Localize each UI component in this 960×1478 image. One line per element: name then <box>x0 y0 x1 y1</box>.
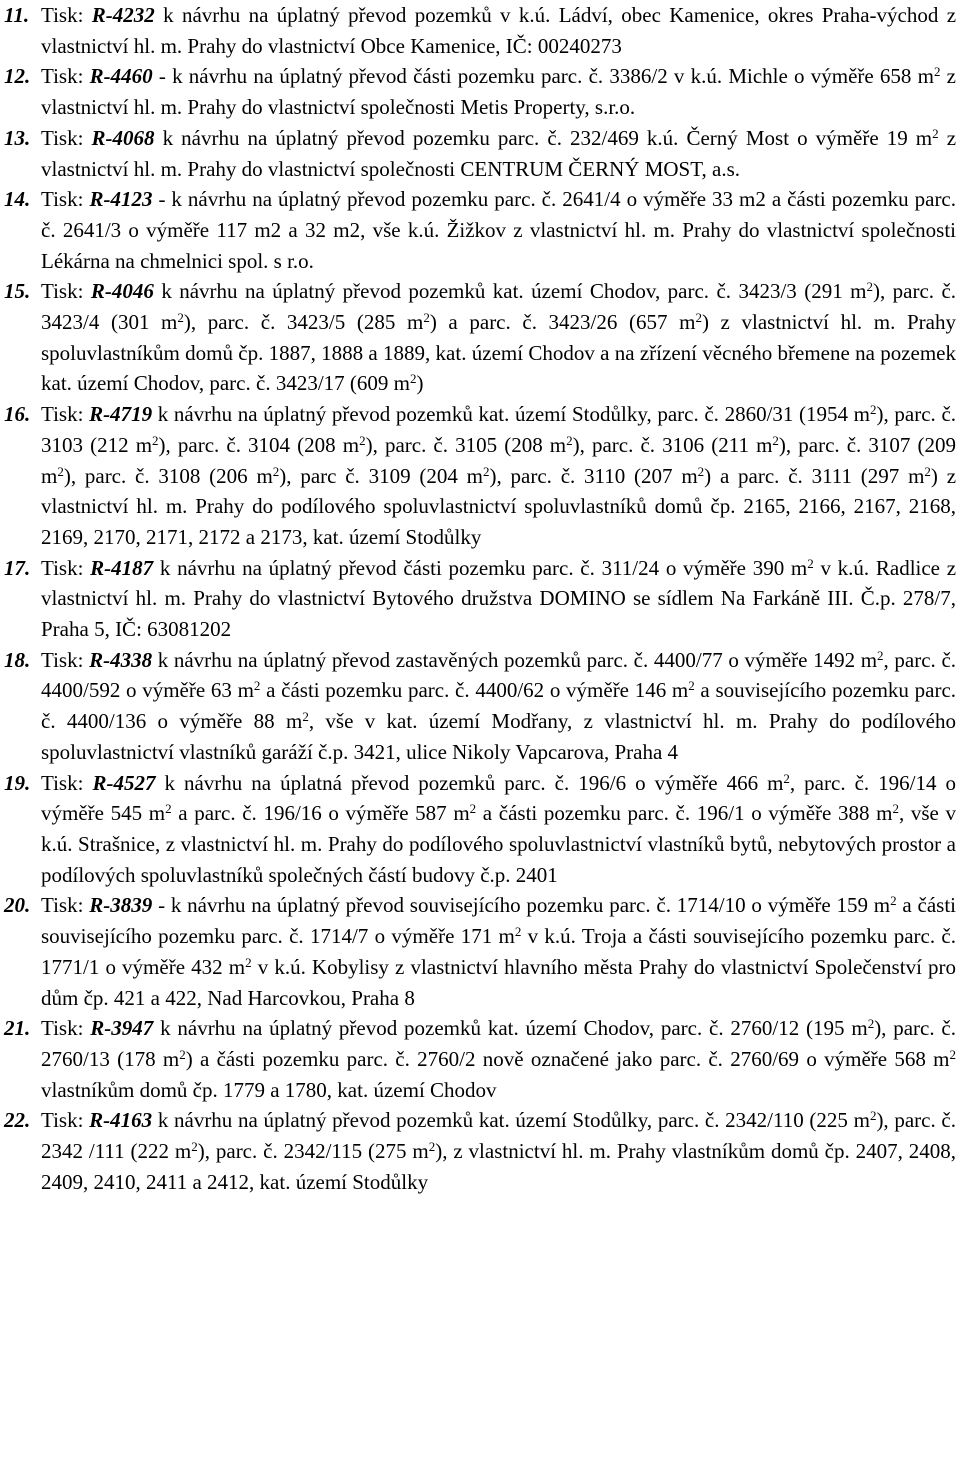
list-item <box>4 890 956 1013</box>
item-text: ) a části pozemku parc. č. 2760/2 nově označené jako parc. č. 2760/69 o výměře 568 m <box>185 1046 950 1071</box>
list-item <box>4 645 956 768</box>
superscript: 2 <box>423 310 430 326</box>
item-text: ) z vlastnictví hl. m. Prahy spoluvlastníkům domů čp. 1887, 1888 a 1889, kat. území Chodov a na zřízení věcného břemene na pozemek kat. území Chodov, parc. č. 3423/17 (609 m <box>41 310 956 396</box>
item-prefix: Tisk: <box>41 64 84 89</box>
item-text: v k.ú. Kobylisy z vlastnictví hlavního města Prahy do vlastnictví Společenství pro dům čp. 421 a 422, Nad Harcovkou, Praha 8 <box>41 954 957 1010</box>
superscript: 2 <box>409 371 417 387</box>
list-item <box>4 768 956 891</box>
item-text: - k návrhu na úplatný převod části pozemku parc. č. 3386/2 v k.ú. Michle o výměře 658 m <box>158 64 934 89</box>
superscript: 2 <box>890 893 897 909</box>
list-item <box>4 1105 956 1197</box>
superscript: 2 <box>877 647 884 663</box>
item-text: ), parc. č. 3106 (211 m <box>572 432 773 457</box>
item-text: , vše v kat. území Modřany, z vlastnictví hl. m. Prahy do podílového spoluvlastnictví vlastníků garáží č.p. 3421, ulice Nikoly Vapcarova, Praha 4 <box>41 709 956 764</box>
item-text: ), parc. č. 2342 /111 (222 m <box>41 1108 957 1164</box>
item-number: 18. <box>4 647 31 672</box>
superscript: 2 <box>483 463 490 479</box>
superscript: 2 <box>514 924 522 940</box>
print-code: R-4232 <box>91 3 155 27</box>
item-text: k návrhu na úplatný převod pozemku parc. č. 232/469 k.ú. Černý Most o výměře 19 m <box>162 125 933 150</box>
item-text: k návrhu na úplatný převod pozemků kat. území Chodov, parc. č. 2760/12 (195 m <box>160 1016 868 1041</box>
superscript: 2 <box>949 1046 956 1062</box>
list-item <box>4 0 956 61</box>
superscript: 2 <box>807 555 814 571</box>
superscript: 2 <box>933 64 941 80</box>
item-text: v k.ú. Troja a části souvisejícího pozemku parc. č. 1771/1 o výměře 432 m <box>41 924 956 979</box>
print-code: R-4068 <box>91 125 155 150</box>
item-text: ), parc č. 3109 (204 m <box>279 463 483 488</box>
print-code: R-4527 <box>92 770 156 795</box>
item-text: ), parc. č. 3103 (212 m <box>41 402 957 457</box>
superscript: 2 <box>924 463 931 479</box>
list-item <box>4 123 956 184</box>
item-text: ) z vlastnictví hl. m. Prahy do podílového spoluvlastnictví spoluvlastníků domů čp. 2165, 2166, 2167, 2168, 2169, 2170, 2171, 2172 a 2173, kat. území Stodůlky <box>41 463 957 549</box>
print-code: R-4123 <box>89 187 153 212</box>
item-prefix: Tisk: <box>41 3 84 27</box>
item-text: - k návrhu na úplatný převod souvisejícího pozemku parc. č. 1714/10 o výměře 159 m <box>158 893 891 918</box>
superscript: 2 <box>57 463 64 479</box>
item-text: z vlastnictví hl. m. Prahy do vlastnictví společnosti Metis Property, s.r.o. <box>41 64 957 120</box>
item-text: ) a parc. č. 3111 (297 m <box>704 463 925 488</box>
item-number: 16. <box>4 402 31 427</box>
superscript: 2 <box>783 770 790 786</box>
print-code: R-4163 <box>89 1108 153 1133</box>
superscript: 2 <box>191 1139 198 1155</box>
item-number: 14. <box>4 187 31 212</box>
print-code: R-3947 <box>90 1016 154 1041</box>
item-prefix: Tisk: <box>41 125 84 150</box>
item-text: - k návrhu na úplatný převod pozemku parc. č. 2641/4 o výměře 33 m2 a části pozemku parc. č. 2641/3 o výměře 117 m2 a 32 m2, vše k.ú. Žižkov z vlastnictví hl. m. Prahy do vlastnictví společnosti Lékárna na chmelnici spol. s r.o. <box>41 187 957 273</box>
item-text: ), parc. č. 3105 (208 m <box>365 432 567 457</box>
superscript: 2 <box>566 432 573 448</box>
item-text: k návrhu na úplatný převod pozemků kat. území Stodůlky, parc. č. 2342/110 (225 m <box>157 1108 870 1133</box>
item-number: 11. <box>4 3 30 27</box>
superscript: 2 <box>245 954 252 970</box>
item-text: ), parc. č. 3107 (209 m <box>41 432 957 488</box>
superscript: 2 <box>302 709 309 725</box>
print-code: R-4338 <box>89 647 153 672</box>
item-number: 19. <box>4 770 31 795</box>
item-text: v k.ú. Radlice z vlastnictví hl. m. Prahy do vlastnictví Bytového družstva DOMINO se sídlem Na Farkáně III. Č.p. 278/7, Praha 5, IČ: 63081202 <box>41 555 957 642</box>
item-text: a souvisejícího pozemku parc. č. 4400/136 o výměře 88 m <box>41 678 957 734</box>
item-text: a části pozemku parc. č. 4400/62 o výměře 146 m <box>260 678 689 703</box>
print-code: R-4460 <box>89 64 153 89</box>
superscript: 2 <box>772 432 779 448</box>
item-text: , parc. č. 4400/592 o výměře 63 m <box>41 647 957 703</box>
item-number: 12. <box>4 64 31 89</box>
list-item <box>4 184 956 276</box>
superscript: 2 <box>867 1016 875 1032</box>
item-text: ) a parc. č. 3423/26 (657 m <box>429 310 696 335</box>
print-code: R-4046 <box>90 279 154 304</box>
item-text: k návrhu na úplatný převod pozemků kat. území Chodov, parc. č. 3423/3 (291 m <box>161 279 867 304</box>
item-number: 22. <box>4 1108 31 1133</box>
item-number: 17. <box>4 555 31 580</box>
superscript: 2 <box>179 1046 186 1062</box>
item-text: k návrhu na úplatný převod pozemků kat. území Stodůlky, parc. č. 2860/31 (1954 m <box>157 402 871 427</box>
item-text: z vlastnictví hl. m. Prahy do vlastnictví společnosti CENTRUM ČERNÝ MOST, a.s. <box>41 125 957 181</box>
item-text: ), parc. č. 3423/5 (285 m <box>183 310 424 335</box>
item-text: a parc. č. 196/16 o výměře 587 m <box>171 801 470 826</box>
item-number: 13. <box>4 125 31 150</box>
superscript: 2 <box>469 801 477 817</box>
list-item <box>4 553 956 645</box>
item-text: ), parc. č. 2760/13 (178 m <box>41 1016 956 1071</box>
superscript: 2 <box>866 279 873 295</box>
superscript: 2 <box>869 1108 877 1124</box>
item-text: ), parc. č. 2342/115 (275 m <box>197 1139 429 1164</box>
item-text: ) <box>416 371 424 396</box>
item-prefix: Tisk: <box>41 402 84 427</box>
print-code: R-3839 <box>89 893 153 918</box>
superscript: 2 <box>177 310 184 326</box>
item-number: 15. <box>4 279 31 304</box>
superscript: 2 <box>165 801 172 817</box>
print-code: R-4719 <box>89 402 153 427</box>
item-text: ), parc. č. 3423/4 (301 m <box>41 279 957 335</box>
list-item <box>4 1013 956 1105</box>
item-text: k návrhu na úplatný převod pozemků v k.ú. Ládví, obec Kamenice, okres Praha-východ z vlastnictví hl. m. Prahy do vlastnictví Obce Kamenice, IČ: 00240273 <box>41 3 957 58</box>
superscript: 2 <box>697 463 705 479</box>
item-text: a části pozemku parc. č. 196/1 o výměře 388 m <box>476 801 893 826</box>
item-prefix: Tisk: <box>41 893 84 918</box>
item-text: ), parc. č. 3110 (207 m <box>489 463 698 488</box>
item-text: , vše v k.ú. Strašnice, z vlastnictví hl. m. Prahy do podílového spoluvlastnictví vlastníků bytů, nebytových prostor a podílových spoluvlastníků společných částí budovy č.p. 2401 <box>41 801 956 887</box>
item-text: ), parc. č. 3108 (206 m <box>63 463 273 488</box>
item-text: a části souvisejícího pozemku parc. č. 1714/7 o výměře 171 m <box>41 893 957 949</box>
item-text: k návrhu na úplatný převod části pozemku parc. č. 311/24 o výměře 390 m <box>159 555 808 580</box>
item-prefix: Tisk: <box>41 647 84 672</box>
superscript: 2 <box>695 310 702 326</box>
superscript: 2 <box>892 801 899 817</box>
list-item <box>4 276 956 399</box>
superscript: 2 <box>272 463 280 479</box>
item-text: k návrhu na úplatná převod pozemků parc. č. 196/6 o výměře 466 m <box>164 770 784 795</box>
superscript: 2 <box>428 1139 436 1155</box>
item-text: k návrhu na úplatný převod zastavěných pozemků parc. č. 4400/77 o výměře 1492 m <box>157 647 878 672</box>
item-prefix: Tisk: <box>41 555 84 580</box>
item-prefix: Tisk: <box>41 187 84 212</box>
item-number: 20. <box>4 893 31 918</box>
superscript: 2 <box>359 432 366 448</box>
item-prefix: Tisk: <box>41 1108 84 1133</box>
list-item <box>4 61 956 122</box>
item-text: ), parc. č. 3104 (208 m <box>158 432 360 457</box>
list-item <box>4 399 956 553</box>
superscript: 2 <box>253 678 261 694</box>
superscript: 2 <box>688 678 695 694</box>
superscript: 2 <box>870 402 877 418</box>
superscript: 2 <box>152 432 159 448</box>
print-code: R-4187 <box>90 555 154 580</box>
item-prefix: Tisk: <box>41 279 84 304</box>
item-text: ), z vlastnictví hl. m. Prahy vlastníkům domů čp. 2407, 2408, 2409, 2410, 2411 a 2412, kat. území Stodůlky <box>41 1139 956 1194</box>
superscript: 2 <box>932 125 939 141</box>
item-prefix: Tisk: <box>41 770 84 795</box>
item-text: vlastníkům domů čp. 1779 a 1780, kat. území Chodov <box>41 1077 497 1102</box>
item-prefix: Tisk: <box>41 1016 84 1041</box>
item-text: , parc. č. 196/14 o výměře 545 m <box>41 770 957 826</box>
item-number: 21. <box>4 1016 31 1041</box>
